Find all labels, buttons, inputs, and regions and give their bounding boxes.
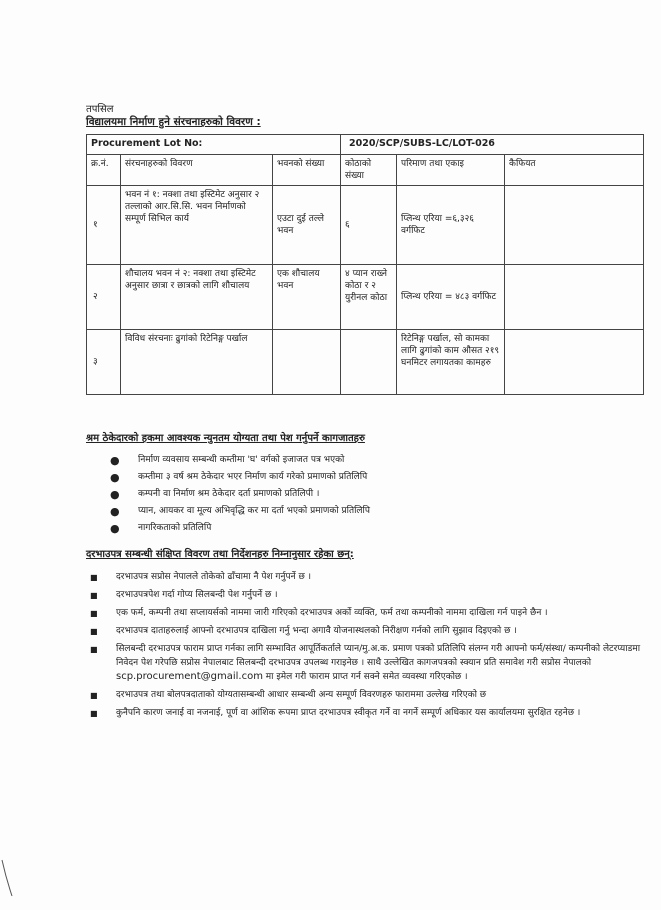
structures-table <box>86 134 644 395</box>
row-buildings: एउटा दुई तल्ले भवन <box>273 186 341 265</box>
lot-label: Procurement Lot No: <box>87 135 341 155</box>
row-description: भवन नं १: नक्शा तथा इस्टिमेट अनुसार २ तल्लाको आर.सि.सि. भवन निर्माणको सम्पूर्ण सिभिल कार्य <box>121 186 273 265</box>
bullet-icon: ■ <box>90 627 98 636</box>
header-buildings: भवनको संख्या <box>273 154 341 185</box>
row-remarks <box>505 186 644 265</box>
bullet-icon: ● <box>110 505 120 518</box>
page-heading: तपसिल <box>86 104 114 115</box>
row-remarks <box>505 265 644 330</box>
bullet-icon: ■ <box>90 573 98 582</box>
list-item <box>86 706 641 720</box>
header-sn: क्र.नं. <box>87 154 121 185</box>
bullet-icon: ● <box>110 471 120 484</box>
list-item <box>110 452 370 469</box>
list-item-text: नागरिकताको प्रतिलिपि <box>138 523 212 533</box>
table-row <box>87 330 644 395</box>
list-item-text: कम्पनी वा निर्माण श्रम ठेकेदार दर्ता प्रमाणको प्रतिलिपी । <box>138 489 320 499</box>
row-rooms: ६ <box>341 186 397 265</box>
section-title-instructions: दरभाउपत्र सम्बन्धी संक्षिप्त विवरण तथा निर्देशनहरु निम्नानुसार रहेका छन्: <box>86 549 354 560</box>
row-description: शौचालय भवन नं २: नक्शा तथा इस्टिमेट अनुसार छात्रा र छात्रको लागि शौचालय <box>121 265 273 330</box>
lot-number: 2020/SCP/SUBS-LC/LOT-026 <box>341 135 644 155</box>
list-item-text: कुनैपनि कारण जनाई वा नजनाई, पूर्ण वा आंशिक रूपमा प्राप्त दरभाउपत्र स्वीकृत गर्ने वा नगर्ने सम्पूर्ण अधिकार यस कार्यालयमा सुरक्षित रहनेछ । <box>116 708 581 718</box>
list-item <box>86 570 641 584</box>
row-quantity: प्लिन्थ एरिया =६,३२६ वर्गफिट <box>397 186 505 265</box>
email-suffix: मा इमेल गरी फाराम प्राप्त गर्न सक्ने समेत व्यवस्था गरिएकोछ । <box>262 672 468 682</box>
list-item-text: प्यान, आयकर वा मूल्य अभिवृद्धि कर मा दर्ता भएको प्रमाणको प्रतिलिपि <box>138 506 370 516</box>
row-remarks <box>505 330 644 395</box>
list-item-text: एक फर्म, कम्पनी तथा सप्लायर्सको नाममा जारी गरिएको दरभाउपत्र अर्को व्यक्ति, फर्म तथा कम्पनीको नाममा दाखिला गर्न पाइने छैन । <box>116 608 548 618</box>
table-title: विद्यालयमा निर्माण हुने संरचनाहरुको विवरण : <box>86 116 261 128</box>
row-sn: २ <box>87 265 121 330</box>
row-description: विविध संरचनाः ढुगांको रिटेनिङ्ग पर्खाल <box>121 330 273 395</box>
instructions-list <box>86 570 641 724</box>
email-address: scp.procurement@gmail.com <box>116 671 263 682</box>
table-row <box>87 186 644 265</box>
list-item <box>110 520 370 537</box>
pen-mark <box>0 858 14 898</box>
table-row <box>87 265 644 330</box>
qualifications-list <box>110 452 370 537</box>
list-item <box>110 503 370 520</box>
row-buildings <box>273 330 341 395</box>
bullet-icon: ● <box>110 488 120 501</box>
row-sn: ३ <box>87 330 121 395</box>
row-rooms <box>341 330 397 395</box>
row-buildings: एक शौचालय भवन <box>273 265 341 330</box>
bullet-icon: ■ <box>90 691 98 700</box>
section-title-qualifications: श्रम ठेकेदारको हकमा आवश्यक न्युनतम योग्यता तथा पेश गर्नुपर्ने कागजातहरु <box>86 433 365 444</box>
list-item-text: दरभाउपत्रपेश गर्दा गोप्य सिलबन्दी पेश गर्नुपर्ने छ । <box>116 590 278 600</box>
row-sn: १ <box>87 186 121 265</box>
list-item <box>86 606 641 620</box>
list-item <box>110 469 370 486</box>
header-description: संरचनाहरुको विवरण <box>121 154 273 185</box>
list-item-text: दरभाउपत्र सप्रोस नेपालले तोकेको ढाँचामा नै पेश गर्नुपर्ने छ । <box>116 572 312 582</box>
bullet-icon: ■ <box>90 709 98 718</box>
list-item-text: कम्तीमा ३ वर्ष श्रम ठेकेदार भएर निर्माण कार्य गरेको प्रमाणको प्रतिलिपि <box>138 472 368 482</box>
header-quantity: परिमाण तथा एकाइ <box>397 154 505 185</box>
list-item-text: निर्माण व्यवसाय सम्बन्धी कम्तीमा 'घ' वर्गको इजाजत पत्र भएको <box>138 455 345 465</box>
list-item-text: दरभाउपत्र दाताहरुलाई आफ्नो दरभाउपत्र दाखिला गर्नु भन्दा अगावै योजनास्थलको निरीक्षण गर्नको लागि सुझाव दिइएको छ । <box>116 626 517 636</box>
row-rooms: ४ प्यान राख्ने कोठा र २ युरीनल कोठा <box>341 265 397 330</box>
list-item-text: दरभाउपत्र तथा बोलपत्रदाताको योग्यतासम्बन्धी आधार सम्बन्धी अन्य सम्पूर्ण विवरणहरु फाराममा उल्लेख गरिएको छ <box>116 690 487 700</box>
list-item <box>86 588 641 602</box>
list-item <box>86 624 641 638</box>
bullet-icon: ■ <box>90 645 98 654</box>
list-item <box>86 688 641 702</box>
bullet-icon: ● <box>110 454 120 467</box>
table-header-row <box>87 154 644 185</box>
list-item <box>110 486 370 503</box>
list-item-text: सिलबन्दी दरभाउपत्र फाराम प्राप्त गर्नका लागि सम्भावित आपूर्तिकर्ताले प्यान/मु.अ.क. प्रमाण पत्रको प्रतिलिपि संलग्न गरी आफ्नो फर्म/संस्था/ कम्पनीको लेटरप्याडमा निवेदन पेश गरेपछि सप्रोस नेपालबाट सिलबन्दी दरभाउपत्र उपलब्ध गराइनेछ । साथै उल्लेखित कागजपत्रको स्क्यान प्रति समावेश गरी सप्रोस नेपालको <box>116 644 641 668</box>
list-item <box>86 642 641 684</box>
header-remarks: कैफियत <box>505 154 644 185</box>
bullet-icon: ■ <box>90 591 98 600</box>
header-rooms: कोठाको संख्या <box>341 154 397 185</box>
bullet-icon: ■ <box>90 609 98 618</box>
row-quantity: रिटेनिङ्ग पर्खाल, सो कामका लागि ढुगांको काम औसत २१९ घनमिटर लगायतका कामहरु <box>397 330 505 395</box>
bullet-icon: ● <box>110 522 120 535</box>
row-quantity: प्लिन्थ एरिया = ४८३ वर्गफिट <box>397 265 505 330</box>
